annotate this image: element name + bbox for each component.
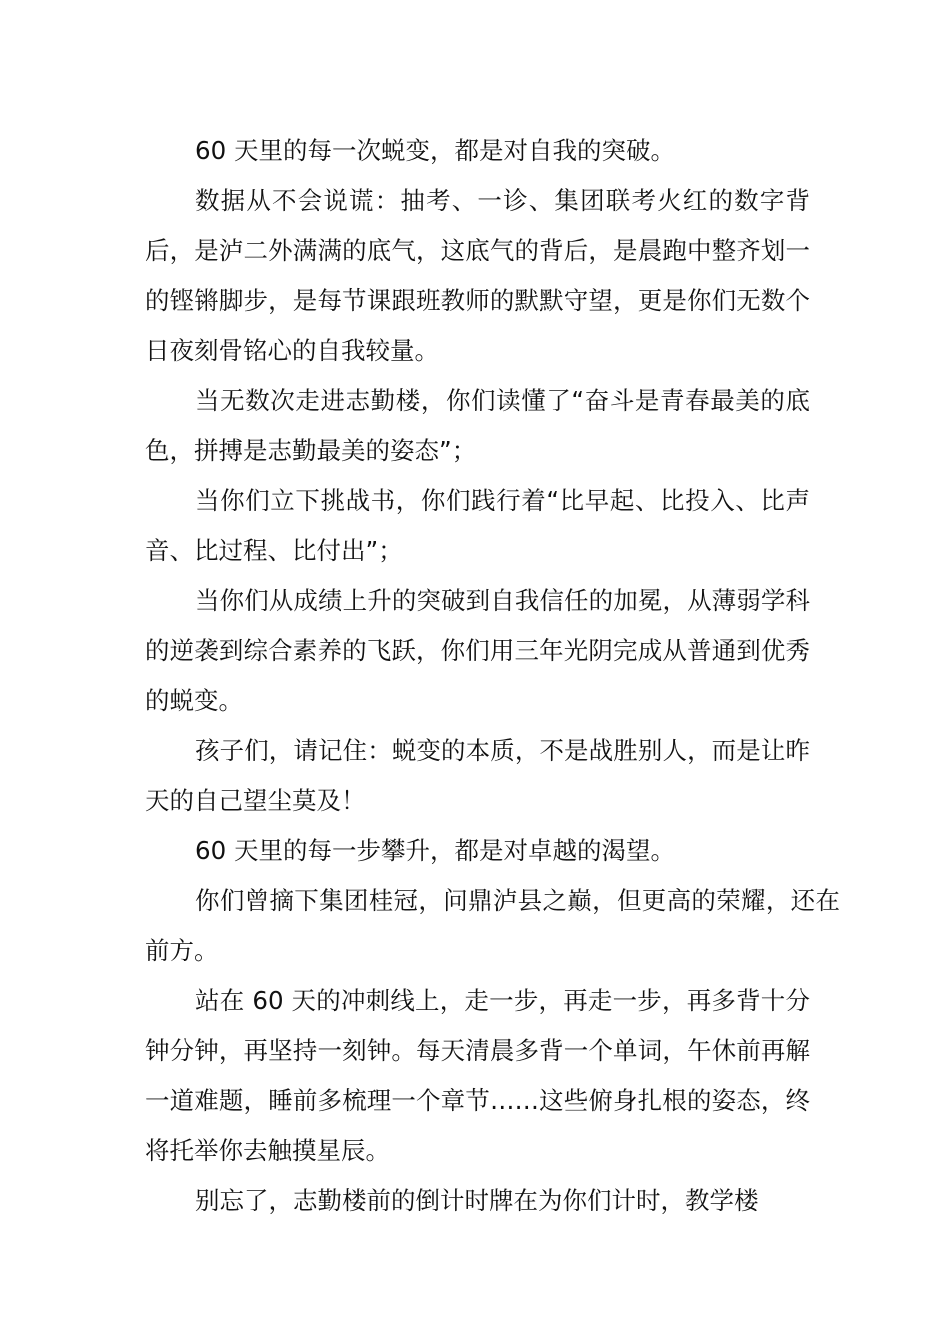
paragraph: 数据从不会说谎：抽考、一诊、集团联考火红的数字背后，是泸二外满满的底气，这底气的背后，是晨跑中整齐划一的铿锵脚步，是每节课跟班教师的默默守望，更是你们无数个日夜刻骨铭心的自我较量。 — [145, 186, 810, 365]
paragraph: 别忘了，志勤楼前的倒计时牌在为你们计时，教学楼 — [195, 1186, 759, 1215]
paragraph: 孩子们，请记住：蜕变的本质，不是战胜别人，而是让昨天的自己望尘莫及！ — [145, 736, 810, 815]
document-body — [145, 126, 840, 1226]
paragraph: 当你们从成绩上升的突破到自我信任的加冕，从薄弱学科的逆袭到综合素养的飞跃，你们用三年光阴完成从普通到优秀的蜕变。 — [145, 586, 810, 715]
paragraph: 60 天里的每一次蜕变，都是对自我的突破。 — [195, 136, 675, 165]
paragraph: 60 天里的每一步攀升，都是对卓越的渴望。 — [195, 836, 675, 865]
paragraph: 当无数次走进志勤楼，你们读懂了“奋斗是青春最美的底色，拼搏是志勤最美的姿态”； — [145, 386, 810, 465]
paragraph: 你们曾摘下集团桂冠，问鼎泸县之巅，但更高的荣耀，还在前方。 — [145, 886, 840, 965]
paragraph: 站在 60 天的冲刺线上，走一步，再走一步，再多背十分钟分钟，再坚持一刻钟。每天清晨多背一个单词，午休前再解一道难题，睡前多梳理一个章节……这些俯身扎根的姿态，终将托举你去触摸星辰。 — [145, 986, 810, 1165]
paragraph: 当你们立下挑战书，你们践行着“比早起、比投入、比声音、比过程、比付出”； — [145, 486, 810, 565]
